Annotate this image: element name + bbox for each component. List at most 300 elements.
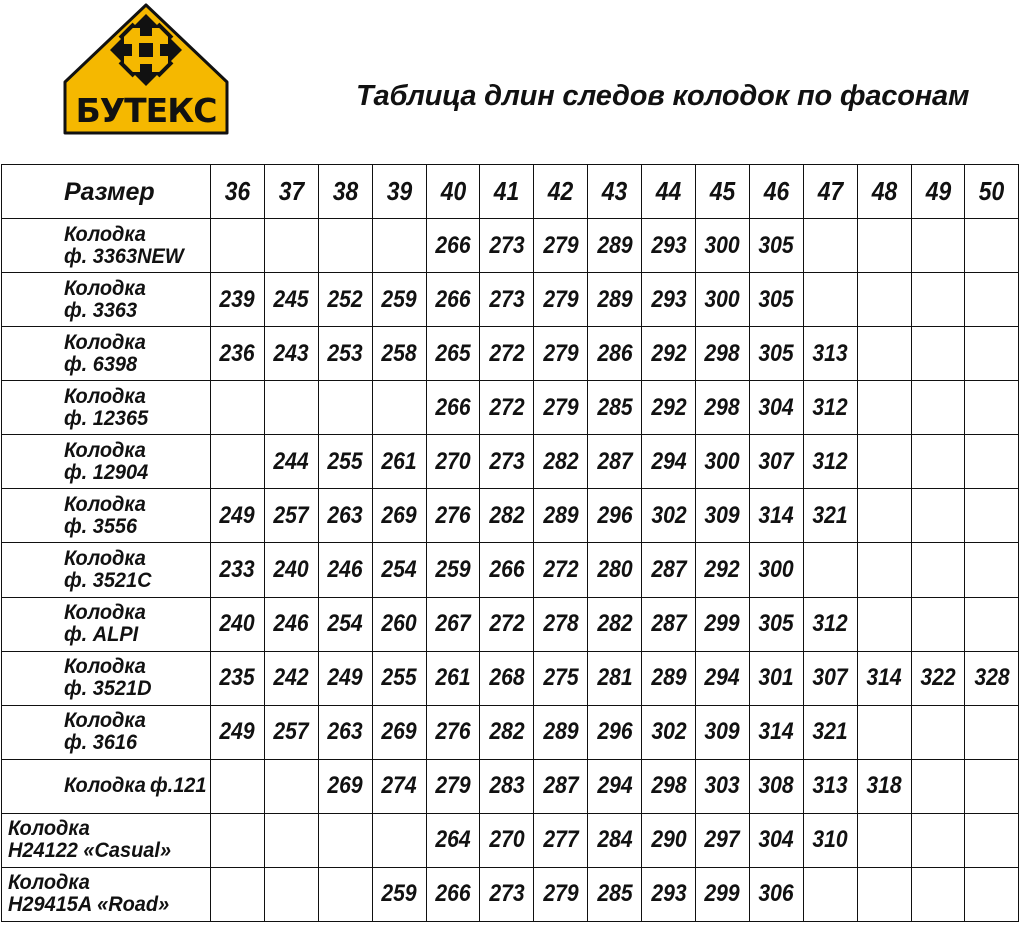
size-label: 50 <box>979 176 1005 207</box>
length-cell <box>857 651 911 705</box>
length-value: 233 <box>219 555 256 583</box>
length-value: 272 <box>543 555 579 583</box>
length-cell <box>264 651 318 705</box>
length-cell <box>318 489 372 543</box>
length-value: 305 <box>758 285 794 313</box>
table-row <box>2 867 1019 921</box>
length-cell <box>857 813 911 867</box>
last-name-cell <box>2 651 211 705</box>
last-name-cell <box>2 597 211 651</box>
length-value: 287 <box>650 610 687 638</box>
length-value: 272 <box>489 610 525 638</box>
length-cell <box>642 705 696 759</box>
length-cell <box>642 813 696 867</box>
length-value: 289 <box>597 285 633 313</box>
table-row <box>2 489 1019 543</box>
length-cell <box>480 705 534 759</box>
last-model-code: ф. 3521C <box>64 568 152 592</box>
length-cell <box>264 435 318 489</box>
length-value: 293 <box>650 231 687 259</box>
length-cell <box>965 651 1019 705</box>
length-value: 278 <box>543 610 579 638</box>
length-value: 257 <box>273 718 309 746</box>
length-cell <box>696 381 750 435</box>
length-value: 322 <box>920 664 956 692</box>
length-cell <box>534 543 588 597</box>
length-cell <box>857 705 911 759</box>
size-header-cell <box>965 165 1019 219</box>
length-value: 287 <box>650 555 687 583</box>
size-header-cell <box>372 165 426 219</box>
length-value: 275 <box>543 664 579 692</box>
length-value: 284 <box>597 826 633 854</box>
length-value: 282 <box>489 718 525 746</box>
length-value: 279 <box>543 339 579 367</box>
length-value: 266 <box>435 393 471 421</box>
length-cell <box>696 813 750 867</box>
length-value: 269 <box>381 501 417 529</box>
length-cell <box>749 273 803 327</box>
length-cell <box>965 705 1019 759</box>
last-name-cell <box>2 435 211 489</box>
length-cell <box>803 813 857 867</box>
length-cell <box>803 705 857 759</box>
length-cell <box>534 759 588 813</box>
length-value: 299 <box>704 610 741 638</box>
length-cell <box>211 219 265 273</box>
length-cell <box>911 597 965 651</box>
length-cell <box>372 651 426 705</box>
length-value: 294 <box>650 447 687 475</box>
last-name-cell <box>2 381 211 435</box>
length-value: 273 <box>489 447 525 475</box>
length-value: 293 <box>650 285 687 313</box>
table-row <box>2 381 1019 435</box>
length-cell <box>642 867 696 921</box>
length-cell <box>426 705 480 759</box>
length-value: 279 <box>543 393 579 421</box>
length-cell <box>426 327 480 381</box>
length-cell <box>588 273 642 327</box>
length-value: 270 <box>489 826 525 854</box>
length-cell <box>264 219 318 273</box>
last-name-line1: Колодка <box>64 492 146 516</box>
length-value: 283 <box>489 772 525 800</box>
last-name-cell <box>2 759 211 813</box>
length-value: 279 <box>543 285 579 313</box>
length-cell <box>965 867 1019 921</box>
length-value: 249 <box>219 501 256 529</box>
length-cell <box>857 867 911 921</box>
length-value: 269 <box>327 772 363 800</box>
length-value: 321 <box>812 501 848 529</box>
length-value: 313 <box>812 772 848 800</box>
length-value: 255 <box>381 664 417 692</box>
length-cell <box>803 435 857 489</box>
last-name-cell <box>2 813 211 867</box>
size-label: 40 <box>440 176 466 207</box>
length-cell <box>911 705 965 759</box>
length-cell <box>803 327 857 381</box>
length-cell <box>749 759 803 813</box>
length-cell <box>857 327 911 381</box>
length-cell <box>696 435 750 489</box>
length-cell <box>911 813 965 867</box>
length-value: 276 <box>435 501 471 529</box>
last-name-cell <box>2 219 211 273</box>
length-cell <box>318 651 372 705</box>
length-value: 257 <box>273 501 309 529</box>
length-cell <box>642 759 696 813</box>
length-value: 259 <box>381 880 417 908</box>
length-cell <box>696 489 750 543</box>
length-cell <box>264 813 318 867</box>
last-name-line1: Колодка <box>64 774 146 798</box>
length-cell <box>480 543 534 597</box>
last-model-code: ф.121 <box>150 774 207 798</box>
length-value: 252 <box>327 285 363 313</box>
length-value: 290 <box>650 826 687 854</box>
length-value: 273 <box>489 231 525 259</box>
length-value: 236 <box>219 339 256 367</box>
last-name-line1: Колодка <box>64 384 146 408</box>
length-value: 304 <box>758 393 794 421</box>
length-cell <box>588 219 642 273</box>
length-value: 282 <box>543 447 579 475</box>
length-cell <box>696 705 750 759</box>
length-cell <box>588 813 642 867</box>
size-header-cell <box>264 165 318 219</box>
last-name-line1: Колодка <box>8 871 90 895</box>
size-header-cell <box>318 165 372 219</box>
length-value: 282 <box>489 501 525 529</box>
length-cell <box>696 273 750 327</box>
length-value: 244 <box>273 447 309 475</box>
length-cell <box>211 381 265 435</box>
length-cell <box>426 489 480 543</box>
length-value: 258 <box>381 339 417 367</box>
length-cell <box>264 489 318 543</box>
length-value: 308 <box>758 772 794 800</box>
size-header-cell <box>696 165 750 219</box>
size-label: 42 <box>548 176 574 207</box>
length-cell <box>642 327 696 381</box>
size-label: 49 <box>925 176 951 207</box>
length-cell <box>264 759 318 813</box>
length-cell <box>372 813 426 867</box>
last-model-code: ф. 6398 <box>64 352 138 376</box>
length-value: 279 <box>543 231 579 259</box>
length-cell <box>372 381 426 435</box>
length-cell <box>696 327 750 381</box>
length-cell <box>642 381 696 435</box>
length-cell <box>696 651 750 705</box>
length-value: 310 <box>812 826 848 854</box>
length-value: 269 <box>381 718 417 746</box>
last-model-code: H29415A «Road» <box>8 893 170 917</box>
length-value: 301 <box>758 664 794 692</box>
length-value: 302 <box>650 501 687 529</box>
length-cell <box>534 813 588 867</box>
table-row <box>2 759 1019 813</box>
length-cell <box>534 489 588 543</box>
length-cell <box>965 219 1019 273</box>
length-cell <box>534 867 588 921</box>
length-value: 261 <box>381 447 417 475</box>
length-value: 309 <box>704 718 741 746</box>
length-value: 289 <box>543 501 579 529</box>
length-value: 296 <box>597 718 633 746</box>
length-cell <box>372 543 426 597</box>
length-cell <box>965 327 1019 381</box>
length-value: 292 <box>650 339 687 367</box>
length-cell <box>911 489 965 543</box>
length-value: 296 <box>597 501 633 529</box>
length-cell <box>911 867 965 921</box>
size-label: 48 <box>871 176 897 207</box>
length-cell <box>749 381 803 435</box>
last-name-cell <box>2 489 211 543</box>
length-cell <box>588 435 642 489</box>
last-model-code: ф. 12365 <box>64 406 149 430</box>
length-cell <box>749 219 803 273</box>
length-cell <box>480 813 534 867</box>
length-cell <box>588 867 642 921</box>
length-cell <box>480 435 534 489</box>
length-cell <box>857 543 911 597</box>
length-cell <box>534 435 588 489</box>
length-value: 289 <box>543 718 579 746</box>
length-cell <box>642 273 696 327</box>
size-label: 43 <box>601 176 628 207</box>
last-name-cell <box>2 543 211 597</box>
length-value: 318 <box>866 772 902 800</box>
length-cell <box>426 219 480 273</box>
length-value: 263 <box>327 718 363 746</box>
last-model-code: ф. 3363 <box>64 298 138 322</box>
length-value: 261 <box>435 664 471 692</box>
length-cell <box>426 435 480 489</box>
last-model-code: ф. 3616 <box>64 731 138 755</box>
length-value: 300 <box>704 447 741 475</box>
length-value: 303 <box>704 772 741 800</box>
length-cell <box>965 543 1019 597</box>
length-value: 267 <box>435 610 471 638</box>
length-cell <box>480 597 534 651</box>
size-label: 36 <box>224 176 251 207</box>
length-cell <box>318 867 372 921</box>
length-value: 298 <box>650 772 687 800</box>
length-cell <box>211 489 265 543</box>
length-value: 273 <box>489 880 525 908</box>
size-header-cell <box>749 165 803 219</box>
length-cell <box>749 435 803 489</box>
length-value: 313 <box>812 339 848 367</box>
last-name-cell <box>2 705 211 759</box>
length-cell <box>426 273 480 327</box>
length-cell <box>965 273 1019 327</box>
last-name-line1: Колодка <box>64 222 146 246</box>
length-cell <box>534 651 588 705</box>
length-value: 235 <box>219 664 256 692</box>
length-value: 266 <box>435 880 471 908</box>
length-value: 302 <box>650 718 687 746</box>
length-value: 246 <box>273 610 309 638</box>
length-cell <box>803 651 857 705</box>
length-value: 305 <box>758 610 794 638</box>
length-cell <box>211 651 265 705</box>
length-cell <box>480 219 534 273</box>
length-value: 266 <box>489 555 525 583</box>
length-cell <box>318 219 372 273</box>
length-cell <box>803 381 857 435</box>
last-name-cell <box>2 327 211 381</box>
last-name-line1: Колодка <box>64 655 146 679</box>
length-value: 254 <box>381 555 417 583</box>
length-value: 305 <box>758 339 794 367</box>
length-cell <box>318 759 372 813</box>
header-row <box>2 165 1019 219</box>
length-value: 266 <box>435 231 471 259</box>
last-model-code: ф. 3521D <box>64 677 152 701</box>
size-header-cell <box>480 165 534 219</box>
length-cell <box>318 381 372 435</box>
length-cell <box>803 489 857 543</box>
length-cell <box>696 543 750 597</box>
length-value: 300 <box>704 285 741 313</box>
length-cell <box>480 651 534 705</box>
length-cell <box>696 759 750 813</box>
length-value: 304 <box>758 826 794 854</box>
length-cell <box>965 435 1019 489</box>
table-row <box>2 813 1019 867</box>
length-value: 268 <box>489 664 525 692</box>
size-label: 45 <box>709 176 736 207</box>
length-value: 266 <box>435 285 471 313</box>
length-cell <box>696 867 750 921</box>
length-value: 239 <box>219 285 256 313</box>
length-value: 287 <box>543 772 579 800</box>
length-cell <box>211 867 265 921</box>
size-header-cell <box>211 165 265 219</box>
length-cell <box>911 219 965 273</box>
length-value: 245 <box>273 285 309 313</box>
length-cell <box>857 435 911 489</box>
length-value: 294 <box>597 772 633 800</box>
length-value: 273 <box>489 285 525 313</box>
length-value: 242 <box>273 664 309 692</box>
last-name-line1: Колодка <box>64 438 146 462</box>
length-value: 240 <box>219 610 256 638</box>
page-title: Таблица длин следов колодок по фасонам <box>356 80 970 112</box>
length-cell <box>911 273 965 327</box>
length-value: 312 <box>812 610 848 638</box>
length-cell <box>534 219 588 273</box>
length-value: 276 <box>435 718 471 746</box>
last-name-line1: Колодка <box>64 601 146 625</box>
length-value: 255 <box>327 447 363 475</box>
last-name-cell <box>2 867 211 921</box>
length-cell <box>911 759 965 813</box>
length-cell <box>588 543 642 597</box>
length-cell <box>911 543 965 597</box>
table-row <box>2 273 1019 327</box>
length-cell <box>480 489 534 543</box>
length-value: 277 <box>543 826 579 854</box>
length-cell <box>264 273 318 327</box>
length-value: 292 <box>704 555 741 583</box>
length-value: 272 <box>489 339 525 367</box>
size-header-cell <box>911 165 965 219</box>
length-cell <box>372 219 426 273</box>
last-model-code: H24122 «Casual» <box>8 839 172 863</box>
size-label: 39 <box>386 176 412 207</box>
length-cell <box>642 219 696 273</box>
last-name-line1: Колодка <box>64 276 146 300</box>
length-value: 289 <box>597 231 633 259</box>
length-value: 314 <box>758 501 794 529</box>
length-cell <box>480 867 534 921</box>
length-value: 265 <box>435 339 471 367</box>
length-cell <box>749 651 803 705</box>
length-cell <box>911 435 965 489</box>
length-value: 321 <box>812 718 848 746</box>
length-value: 287 <box>597 447 633 475</box>
length-value: 298 <box>704 339 741 367</box>
length-cell <box>965 381 1019 435</box>
length-value: 328 <box>974 664 1010 692</box>
length-value: 285 <box>597 393 633 421</box>
length-value: 285 <box>597 880 633 908</box>
length-cell <box>534 597 588 651</box>
length-cell <box>480 381 534 435</box>
length-value: 263 <box>327 501 363 529</box>
length-value: 286 <box>597 339 633 367</box>
length-cell <box>749 327 803 381</box>
table-row <box>2 543 1019 597</box>
length-cell <box>318 813 372 867</box>
length-cell <box>857 759 911 813</box>
length-value: 246 <box>327 555 363 583</box>
table-row <box>2 651 1019 705</box>
length-cell <box>211 435 265 489</box>
size-header-cell <box>803 165 857 219</box>
length-value: 240 <box>273 555 309 583</box>
length-cell <box>696 219 750 273</box>
length-cell <box>211 597 265 651</box>
length-cell <box>642 435 696 489</box>
length-value: 279 <box>435 772 471 800</box>
length-cell <box>426 867 480 921</box>
length-cell <box>211 759 265 813</box>
length-value: 299 <box>704 880 741 908</box>
table-row <box>2 219 1019 273</box>
length-cell <box>965 489 1019 543</box>
length-value: 307 <box>812 664 848 692</box>
length-cell <box>264 543 318 597</box>
last-model-code: ф. 3556 <box>64 514 138 538</box>
length-cell <box>480 273 534 327</box>
length-cell <box>749 867 803 921</box>
length-value: 300 <box>704 231 741 259</box>
length-cell <box>588 327 642 381</box>
length-cell <box>426 381 480 435</box>
length-cell <box>642 597 696 651</box>
size-label: 44 <box>655 176 682 207</box>
length-cell <box>803 273 857 327</box>
header-size-label: Размер <box>2 165 211 219</box>
size-label: 46 <box>763 176 790 207</box>
